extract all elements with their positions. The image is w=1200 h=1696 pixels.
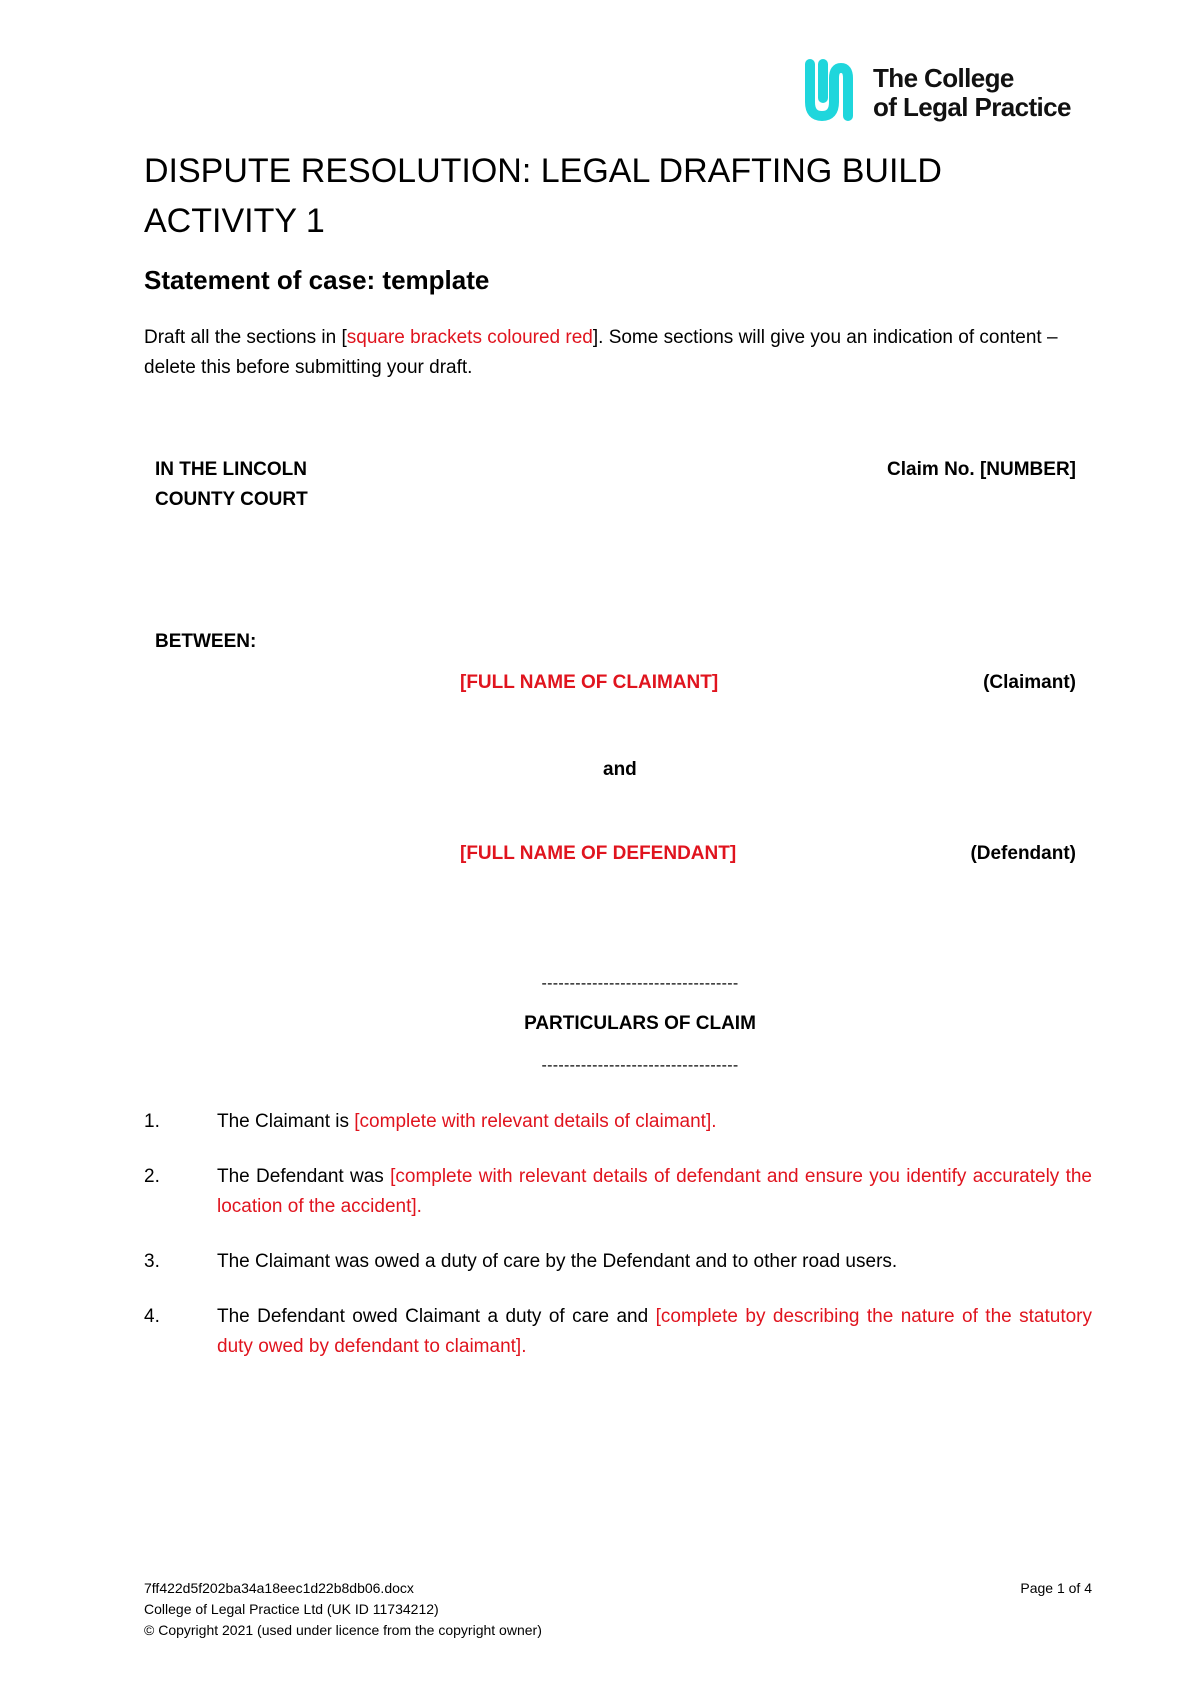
claimant-name: [FULL NAME OF CLAIMANT] (460, 672, 719, 693)
claimant-role: (Claimant) (983, 672, 1076, 693)
paragraph-text: The Defendant was (217, 1166, 391, 1187)
intro-text-after: ]. Some sections will give you an indication of content – delete this before submitting your draft. (144, 327, 1058, 378)
paragraph-text: The Defendant owed Claimant a duty of care and (217, 1306, 656, 1327)
intro-paragraph (144, 323, 1104, 383)
defendant-name: [FULL NAME OF DEFENDANT] (460, 843, 737, 864)
paragraph-number: 1. (144, 1111, 160, 1132)
paragraph-number: 2. (144, 1166, 160, 1187)
college-logo (803, 55, 1103, 125)
paragraph-placeholder: [complete with relevant details of claimant]. (354, 1111, 717, 1132)
document-subtitle: Statement of case: template (144, 265, 490, 295)
footer-company: College of Legal Practice Ltd (UK ID 11734212) (144, 1601, 439, 1617)
paragraph-text: The Claimant is (217, 1111, 355, 1132)
paragraph-number: 4. (144, 1306, 160, 1327)
court-name-line-2: COUNTY COURT (155, 489, 308, 510)
claim-number: Claim No. [NUMBER] (887, 459, 1076, 480)
court-name-line-1: IN THE LINCOLN (155, 459, 307, 480)
divider-bottom: ----------------------------------- (541, 1057, 739, 1074)
and-label: and (603, 759, 637, 780)
footer-copyright: © Copyright 2021 (used under licence from the copyright owner) (144, 1622, 542, 1638)
college-logo-icon (803, 58, 865, 124)
intro-highlight: square brackets coloured red (346, 327, 593, 348)
paragraph-number: 3. (144, 1251, 160, 1272)
page-number: Page 1 of 4 (1020, 1580, 1092, 1596)
divider-top: ----------------------------------- (541, 975, 739, 992)
paragraph-2 (144, 1162, 1092, 1222)
footer-filename: 7ff422d5f202ba34a18eec1d22b8db06.docx (144, 1580, 414, 1596)
paragraph-4 (144, 1302, 1092, 1362)
defendant-role: (Defendant) (970, 843, 1076, 864)
paragraph-1 (144, 1107, 1092, 1137)
paragraph-3 (144, 1247, 1092, 1277)
particulars-heading: PARTICULARS OF CLAIM (524, 1013, 756, 1034)
logo-line-2: of Legal Practice (873, 92, 1071, 122)
logo-line-1: The College (873, 63, 1014, 93)
paragraph-placeholder: [complete with relevant details of defendant and ensure you identify accurately the location of the accident]. (217, 1166, 1092, 1217)
paragraph-text: The Claimant was owed a duty of care by the Defendant and to other road users. (217, 1251, 898, 1272)
intro-text-before: Draft all the sections in [ (144, 327, 347, 348)
paragraph-placeholder: [complete by describing the nature of the statutory duty owed by defendant to claimant]. (217, 1306, 1092, 1357)
between-label: BETWEEN: (155, 631, 257, 652)
document-title: DISPUTE RESOLUTION: LEGAL DRAFTING BUILD ACTIVITY 1 (144, 152, 942, 240)
